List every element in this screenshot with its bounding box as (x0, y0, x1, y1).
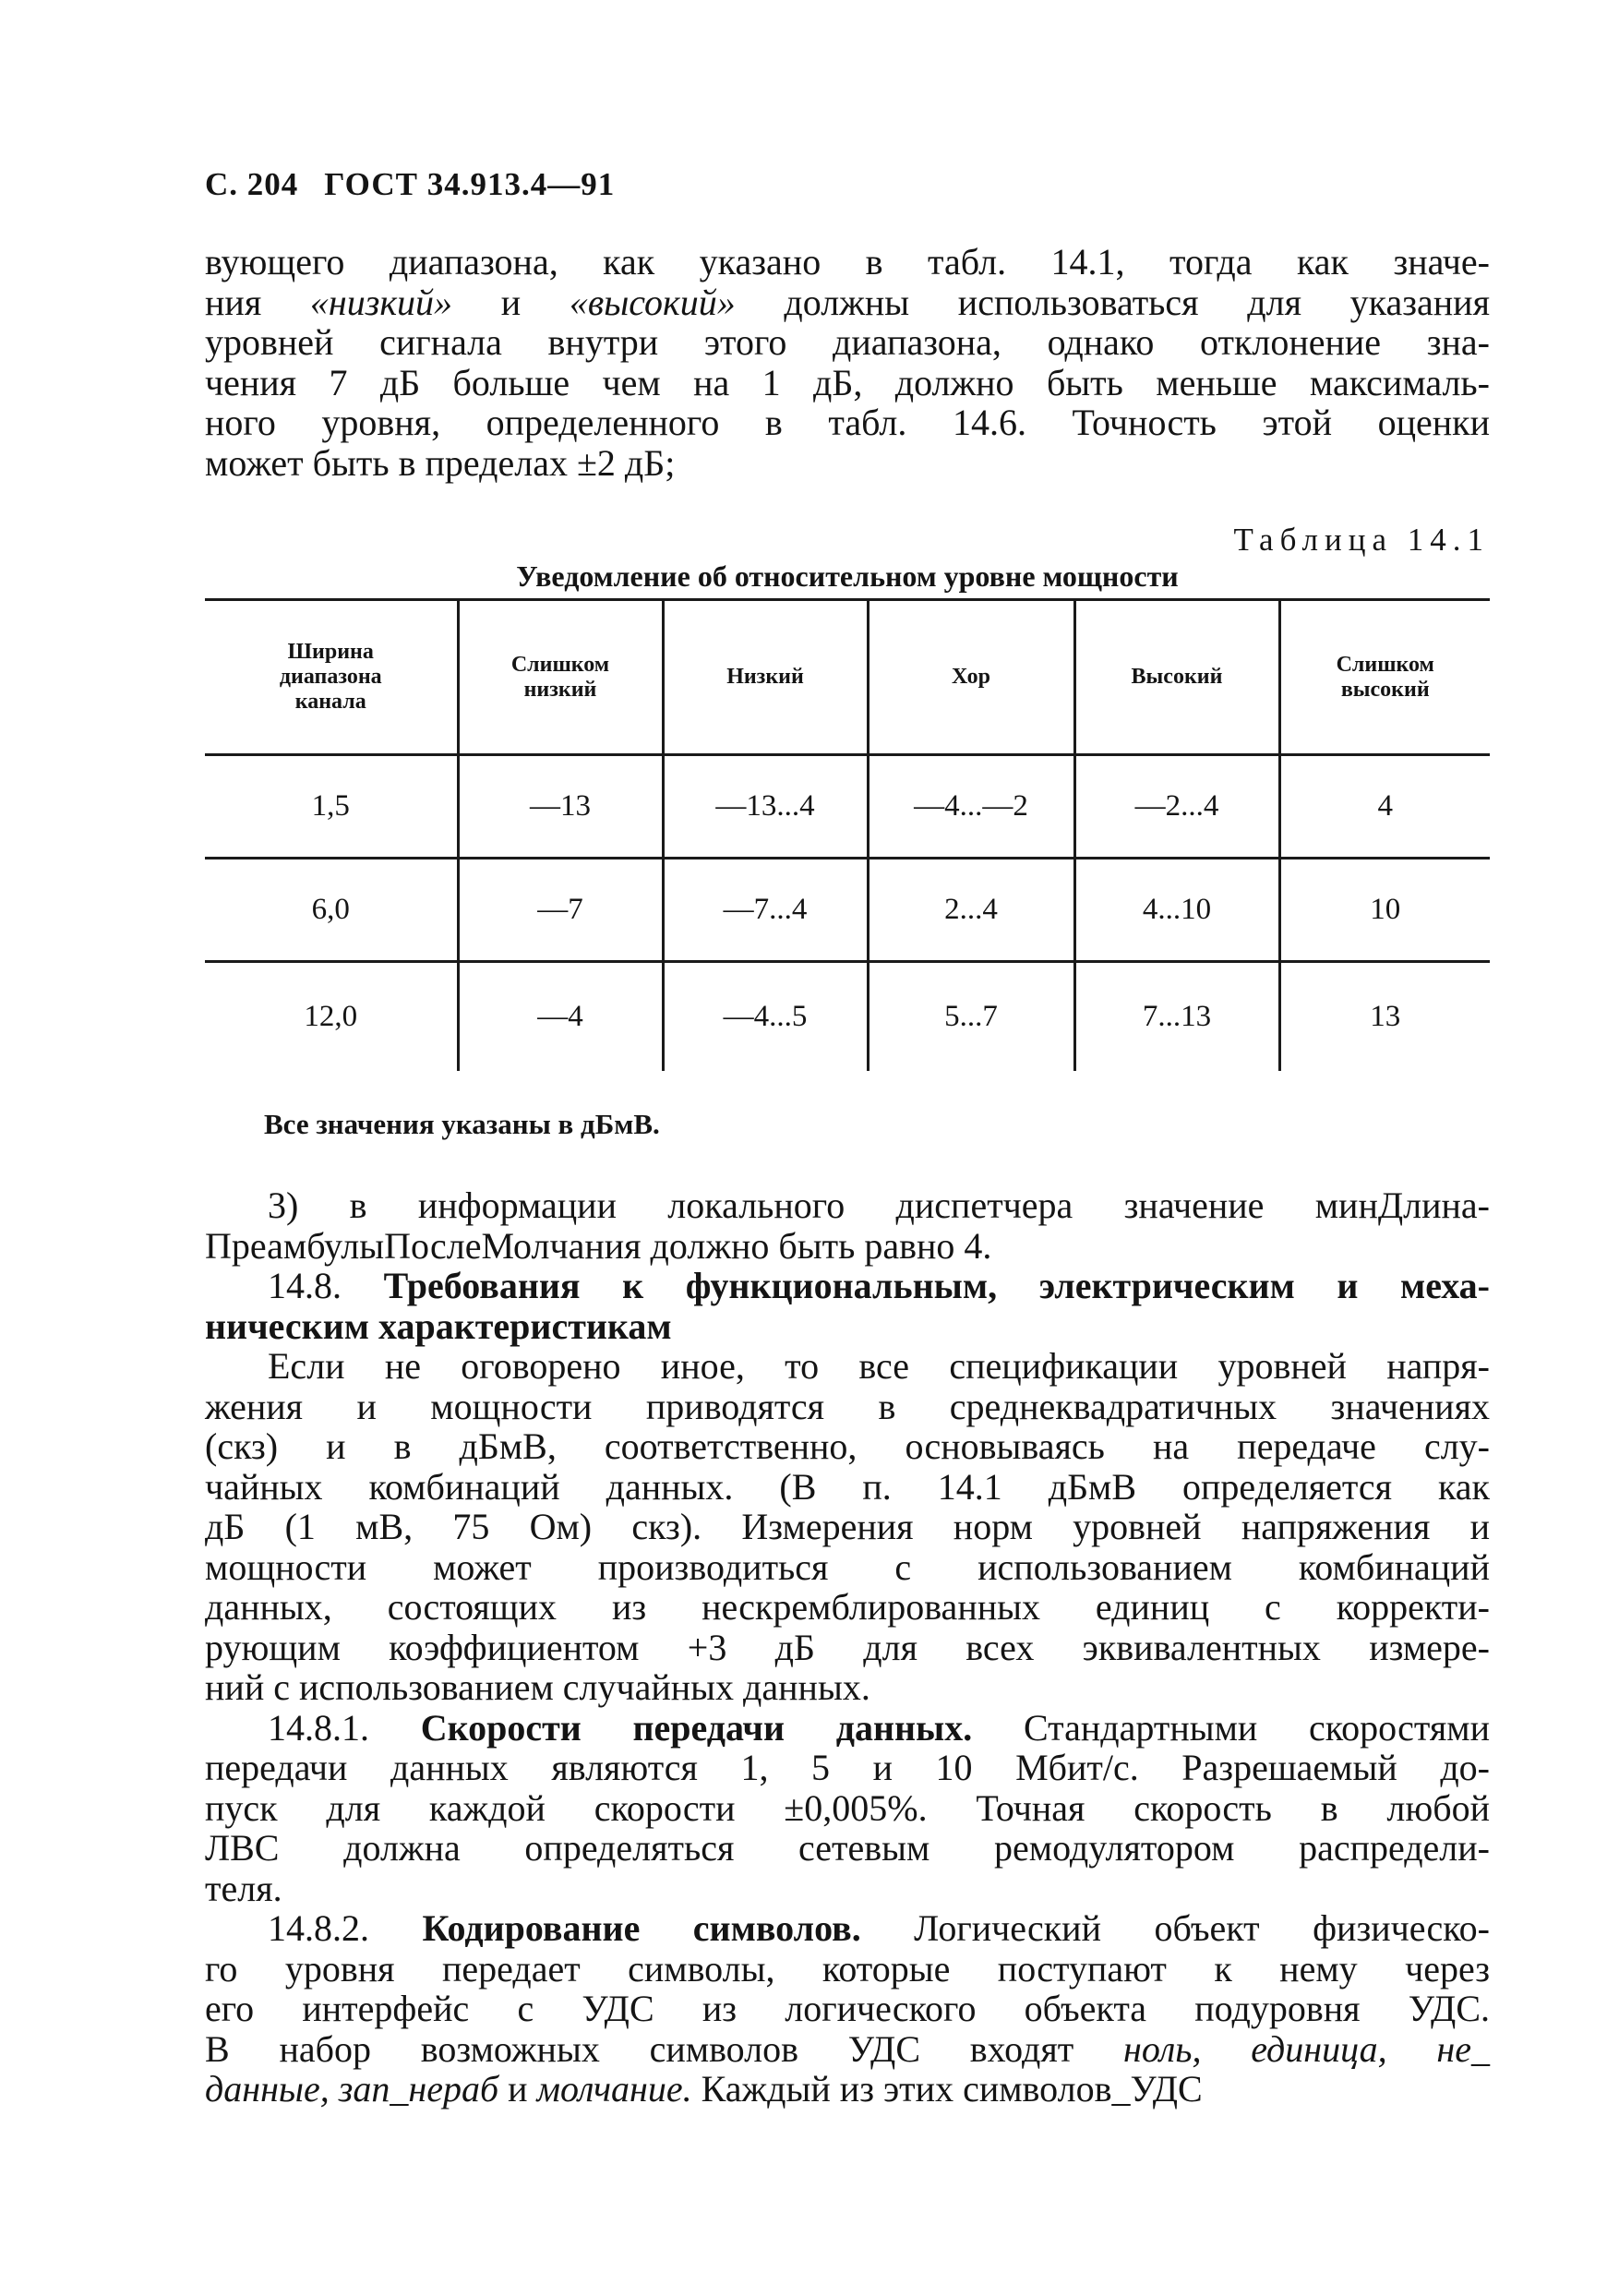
table-cell: 10 (1279, 859, 1490, 962)
text-line: данных, состоящих из нескремблированных единиц с корректи- (205, 1586, 1490, 1628)
text-line: рующим коэффициентом +3 дБ для всех эквивалентных измере- (205, 1626, 1490, 1668)
text-line: его интерфейс с УДС из логического объекта подуровня УДС. (205, 1988, 1490, 2029)
power-level-table (205, 598, 1490, 1071)
text-line: теля. (205, 1867, 282, 1909)
text-line: может быть в пределах ±2 дБ; (205, 441, 676, 484)
table-cell: 6,0 (205, 859, 458, 962)
text-line: пуск для каждой скорости ±0,005%. Точная скорость в любой (205, 1786, 1490, 1829)
header-cell: Низкий (663, 600, 868, 755)
text-line: жения и мощности приводятся в среднеквадратичных значениях (205, 1385, 1490, 1427)
table-cell: 7...13 (1074, 962, 1279, 1071)
table-cell: —13...4 (663, 755, 868, 859)
body-text (205, 1185, 1490, 2110)
text-line: Если не оговорено иное, то все спецификации уровней напря- (268, 1345, 1490, 1387)
text-line: ПреамбулыПослеМолчания должно быть равно 4. (205, 1224, 992, 1267)
table-cell: 4...10 (1074, 859, 1279, 962)
text-line: чайных комбинаций данных. (В п. 14.1 дБмВ определяется как (205, 1465, 1490, 1508)
text-line: мощности может производиться с использованием комбинаций (205, 1545, 1490, 1588)
table-cell: —4...—2 (868, 755, 1074, 859)
table-cell: 1,5 (311, 789, 350, 823)
section-heading: 14.8.2. Кодирование символов. Логический объект физическо- (268, 1907, 1491, 1949)
table-cell: —13 (458, 755, 663, 859)
table-row (205, 755, 1490, 859)
text-line: 3) в информации локального диспетчера значение минДлина- (268, 1184, 1490, 1226)
section-heading: 14.8. Требования к функциональным, электрическим и меха- (268, 1265, 1490, 1306)
table-cell: —7...4 (663, 859, 868, 962)
table-cell: —4...5 (663, 962, 868, 1071)
text-line: ния «низкий» и «высокий» должны использоваться для указания (205, 281, 1490, 323)
table-title: Уведомление об относительном уровне мощности (516, 559, 1179, 593)
table-row (205, 859, 1490, 962)
text-line: уровней сигнала внутри этого диапазона, однако отклонение зна- (205, 321, 1490, 363)
table-caption: Таблица 14.1 (1233, 522, 1490, 558)
table-cell: —7 (458, 859, 663, 962)
text-line: ЛВС должна определяться сетевым ремодулятором распредели- (205, 1827, 1490, 1869)
page-number: С. 204 (205, 166, 299, 202)
text-line: данные, зап_нераб и молчание. Каждый из этих символов_УДС (205, 2068, 1203, 2110)
table-cell: 5...7 (868, 962, 1074, 1071)
header-cell: Высокий (1074, 600, 1279, 755)
header-cell: Хор (868, 600, 1074, 755)
table-cell: 12,0 (205, 962, 458, 1071)
table-row (205, 962, 1490, 1071)
page-header (205, 166, 641, 203)
text-line: вующего диапазона, как указано в табл. 14.1, тогда как значе- (205, 241, 1490, 282)
text-line: передачи данных являются 1, 5 и 10 Мбит/с. Разрешаемый до- (205, 1747, 1490, 1788)
table-note: Все значения указаны в дБмВ. (264, 1108, 660, 1140)
header-cell: Ширина диапазона канала (205, 600, 458, 755)
table-cell: 4 (1279, 755, 1490, 859)
text-line: чения 7 дБ больше чем на 1 дБ, должно быть меньше максималь- (205, 361, 1490, 403)
text-line: дБ (1 мВ, 75 Ом) скз). Измерения норм уровней напряжения и (205, 1506, 1490, 1547)
text-line: ного уровня, определенного в табл. 14.6. Точность этой оценки (205, 402, 1490, 443)
table-cell: 13 (1279, 962, 1490, 1071)
header-cell: Слишком низкий (458, 600, 663, 755)
intro-paragraph (205, 242, 1490, 483)
header-cell: Слишком высокий (1279, 600, 1490, 755)
table-cell: —2...4 (1074, 755, 1279, 859)
section-heading: 14.8.1. Скорости передачи данных. Стандартными скоростями (268, 1706, 1490, 1749)
table-header-row (205, 600, 1490, 755)
text-line: В набор возможных символов УДС входят ноль, единица, не_ (205, 2027, 1490, 2070)
table-cell: —4 (458, 962, 663, 1071)
text-line: ний с использованием случайных данных. (205, 1666, 870, 1708)
text-line: го уровня передает символы, которые поступают к нему через (205, 1947, 1490, 1989)
table-cell: 2...4 (868, 859, 1074, 962)
section-heading: ническим характеристикам (205, 1304, 672, 1347)
standard-code: ГОСТ 34.913.4—91 (324, 166, 616, 202)
text-line: (скз) и в дБмВ, соответственно, основываясь на передаче слу- (205, 1425, 1490, 1467)
